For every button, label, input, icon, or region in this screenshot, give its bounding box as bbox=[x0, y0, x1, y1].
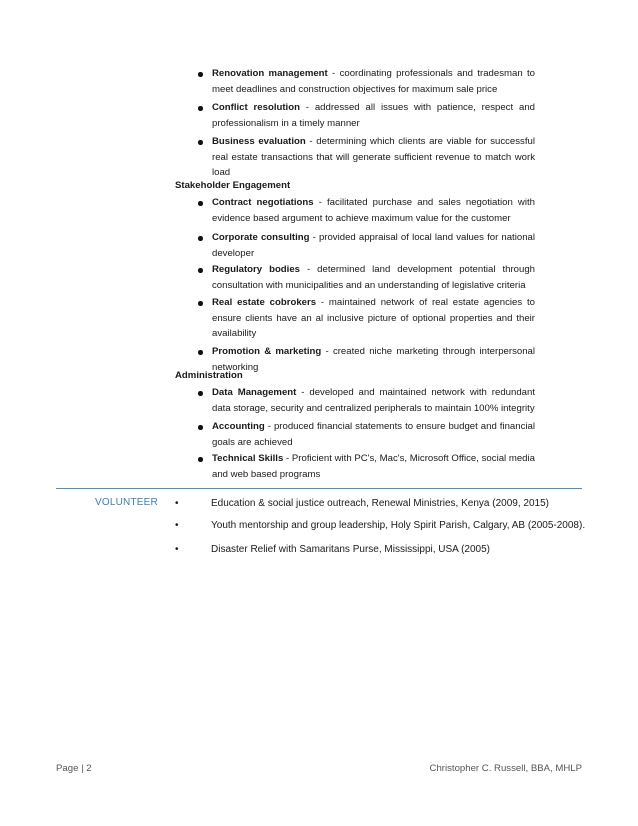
bullet-icon bbox=[198, 106, 203, 111]
list-item bbox=[185, 66, 535, 97]
stakeholder-list bbox=[185, 195, 535, 378]
item-term: Regulatory bodies bbox=[212, 264, 301, 275]
item-term: Technical Skills bbox=[212, 453, 284, 464]
item-desc: - created niche marketing through interpersonal networking bbox=[212, 346, 536, 373]
list-item bbox=[185, 419, 535, 451]
list-item bbox=[175, 543, 595, 565]
item-desc: - determined land development potential through consultation with municipalities and an understanding of legislative criteria bbox=[212, 264, 535, 291]
item-term: Real estate cobrokers bbox=[212, 297, 317, 308]
bullet-icon: • bbox=[175, 520, 179, 531]
item-term: Business evaluation bbox=[212, 136, 306, 147]
item-term: Contract negotiations bbox=[212, 197, 314, 208]
volunteer-item-text: Disaster Relief with Samaritans Purse, Mississippi, USA (2005) bbox=[211, 544, 490, 555]
bullet-icon bbox=[198, 350, 203, 355]
bullet-icon bbox=[198, 236, 203, 241]
bullet-icon bbox=[198, 391, 203, 396]
volunteer-item-text: Education & social justice outreach, Renewal Ministries, Kenya (2009, 2015) bbox=[211, 498, 549, 509]
list-item bbox=[175, 519, 595, 543]
list-item bbox=[185, 295, 535, 344]
item-term: Data Management bbox=[212, 387, 297, 398]
item-desc: - maintained network of real estate agencies to ensure clients have an al inclusive picture of optional properties and their availability bbox=[212, 297, 535, 340]
item-term: Accounting bbox=[212, 421, 265, 432]
list-item bbox=[185, 100, 535, 134]
bullet-icon bbox=[198, 140, 203, 145]
bullet-icon bbox=[198, 268, 203, 273]
volunteer-section-label: VOLUNTEER bbox=[95, 497, 158, 508]
item-desc: - developed and maintained network with redundant data storage, security and centralized peripherals to maintain 100% integrity bbox=[212, 387, 536, 414]
item-desc: - Proficient with PC's, Mac's, Microsoft Office, social media and web based programs bbox=[212, 453, 535, 480]
bullet-icon bbox=[198, 301, 203, 306]
bullet-icon: • bbox=[175, 544, 179, 555]
list-item bbox=[185, 195, 535, 230]
volunteer-list bbox=[175, 497, 595, 565]
item-desc: - facilitated purchase and sales negotiation with evidence based argument to achieve maximum value for the customer bbox=[212, 197, 535, 224]
item-term: Promotion & marketing bbox=[212, 346, 322, 357]
list-item bbox=[185, 134, 535, 181]
bullet-icon bbox=[198, 201, 203, 206]
bullet-icon bbox=[198, 72, 203, 77]
list-item bbox=[185, 262, 535, 295]
section-heading-stakeholder: Stakeholder Engagement bbox=[175, 180, 291, 191]
list-item bbox=[185, 385, 535, 419]
item-term: Conflict resolution bbox=[212, 102, 300, 113]
section-divider bbox=[56, 488, 582, 489]
item-desc: - coordinating professionals and tradesman to meet deadlines and construction objectives for maximum sale price bbox=[212, 68, 535, 95]
list-item bbox=[185, 230, 535, 262]
page-number: Page | 2 bbox=[56, 763, 92, 774]
list-item bbox=[185, 451, 535, 483]
bullet-icon bbox=[198, 425, 203, 430]
bullet-icon: • bbox=[175, 498, 179, 509]
item-term: Corporate consulting bbox=[212, 232, 310, 243]
administration-list bbox=[185, 385, 535, 483]
volunteer-item-text: Youth mentorship and group leadership, Holy Spirit Parish, Calgary, AB (2005-2008). bbox=[211, 520, 586, 531]
item-desc: - produced financial statements to ensure budget and financial goals are achieved bbox=[212, 421, 535, 448]
experience-list-1 bbox=[185, 66, 535, 181]
item-desc: - addressed all issues with patience, respect and professionalism in a timely manner bbox=[212, 102, 536, 129]
list-item bbox=[175, 497, 595, 519]
item-term: Renovation management bbox=[212, 68, 328, 79]
footer-author-name: Christopher C. Russell, BBA, MHLP bbox=[429, 763, 582, 774]
section-heading-administration: Administration bbox=[175, 370, 243, 381]
item-desc: - determining which clients are viable for successful real estate transactions that will generate sufficient revenue to match work load bbox=[212, 136, 535, 179]
item-desc: - provided appraisal of local land values for national developer bbox=[212, 232, 535, 259]
bullet-icon bbox=[198, 457, 203, 462]
